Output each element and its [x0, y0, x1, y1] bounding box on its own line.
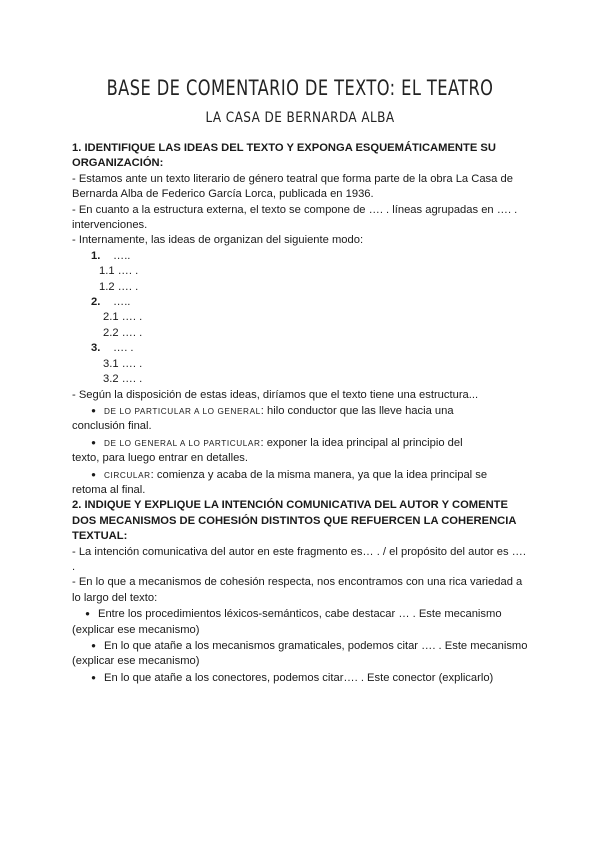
section1-paragraph1-line2: Bernarda Alba de Federico García Lorca, publicada en 1936.	[72, 188, 374, 201]
outline-number: 3.	[91, 342, 101, 355]
structure-bullet-3	[72, 467, 532, 483]
bullet-text: : exponer la idea principal al principio del	[260, 436, 463, 449]
bullet-text: : hilo conductor que las lleve hacia una	[260, 404, 454, 417]
bullet-continuation: (explicar ese mecanismo)	[72, 655, 200, 668]
bullet-continuation: texto, para luego entrar en detalles.	[72, 452, 249, 465]
bullet-continuation: (explicar ese mecanismo)	[72, 623, 200, 636]
document-title: BASE DE COMENTARIO DE TEXTO: EL TEATRO	[106, 76, 494, 100]
bullet-icon: ●	[91, 672, 96, 682]
outline-text: …..	[113, 296, 131, 309]
section2-paragraph1: - La intención comunicativa del autor en este fragmento es… . / el propósito del autor es …. .	[72, 545, 526, 573]
outline-item-2	[72, 295, 532, 310]
outline-text: …. .	[113, 342, 134, 355]
bullet-text: Entre los procedimientos léxicos-semánticos, cabe destacar … . Este mecanismo	[98, 608, 502, 621]
document-subtitle: LA CASA DE BERNARDA ALBA	[205, 110, 395, 126]
structure-bullet-1	[72, 403, 532, 419]
outline-subitem: 2.1 …. .	[103, 311, 143, 324]
bullet-text: : comienza y acaba de la misma manera, ya que la idea principal se	[150, 468, 488, 481]
section1-paragraph2-line1: - En cuanto a la estructura externa, el texto se compone de …. . líneas agrupadas en …. .	[72, 203, 518, 216]
bullet-icon: ●	[91, 469, 96, 479]
section1-heading-line1: 1. IDENTIFIQUE LAS IDEAS DEL TEXTO Y EXPONGA ESQUEMÁTICAMENTE SU	[72, 142, 496, 154]
bullet-text: En lo que atañe a los mecanismos gramaticales, podemos citar …. . Este mecanismo	[104, 640, 528, 652]
outline-subitem: 1.1 …. .	[99, 265, 139, 278]
outline-text: …..	[113, 249, 131, 262]
section2-heading-line2: DOS MECANISMOS DE COHESIÓN DISTINTOS QUE REFUERCEN LA COHERENCIA	[72, 514, 517, 527]
outline-subitem: 1.2 …. .	[99, 280, 139, 293]
section1-heading-line2: ORGANIZACIÓN:	[72, 157, 164, 170]
structure-bullet-2	[72, 435, 532, 451]
bullet-icon: ●	[91, 405, 96, 415]
section1-paragraph2-line2: intervenciones.	[72, 219, 148, 232]
outline-number: 2.	[91, 296, 101, 309]
outline-number: 1.	[91, 249, 101, 262]
bullet-text: En lo que atañe a los conectores, podemos citar…. . Este conector (explicarlo)	[104, 671, 494, 684]
bullet-continuation: retoma al final.	[72, 483, 146, 496]
section1-paragraph3: - Internamente, las ideas de organizan del siguiente modo:	[72, 234, 364, 247]
bullet-label: DE LO GENERAL A LO PARTICULAR	[104, 438, 261, 448]
bullet-icon: ●	[91, 641, 96, 650]
cohesion-bullet-2	[72, 638, 532, 654]
outline-item-1	[72, 249, 532, 264]
outline-subitem: 3.1 …. .	[103, 357, 143, 370]
bullet-continuation: conclusión final.	[72, 420, 152, 433]
outline-subitem: 3.2 …. .	[103, 373, 143, 386]
section1-paragraph1-line1: - Estamos ante un texto literario de género teatral que forma parte de la obra La Casa de	[72, 172, 513, 185]
section2-heading-line1: 2. INDIQUE Y EXPLIQUE LA INTENCIÓN COMUNICATIVA DEL AUTOR Y COMENTE	[72, 499, 508, 512]
document-body	[72, 141, 532, 686]
cohesion-bullet-3	[72, 670, 532, 686]
outline-item-3	[72, 341, 532, 356]
section1-paragraph4: - Según la disposición de estas ideas, diríamos que el texto tiene una estructura...	[72, 388, 479, 401]
section2-heading-line3: TEXTUAL:	[72, 530, 128, 543]
outline-subitem: 2.2 …. .	[103, 326, 143, 339]
bullet-icon: ●	[85, 609, 90, 619]
section2-paragraph2-line1: - En lo que a mecanismos de cohesión respecta, nos encontramos con una rica variedad a	[72, 576, 523, 589]
bullet-label: CIRCULAR	[104, 470, 151, 480]
bullet-label: DE LO PARTICULAR A LO GENERAL	[104, 406, 261, 416]
bullet-icon: ●	[91, 437, 96, 447]
section2-paragraph2-line2: lo largo del texto:	[72, 591, 158, 604]
cohesion-bullet-1	[72, 606, 532, 622]
